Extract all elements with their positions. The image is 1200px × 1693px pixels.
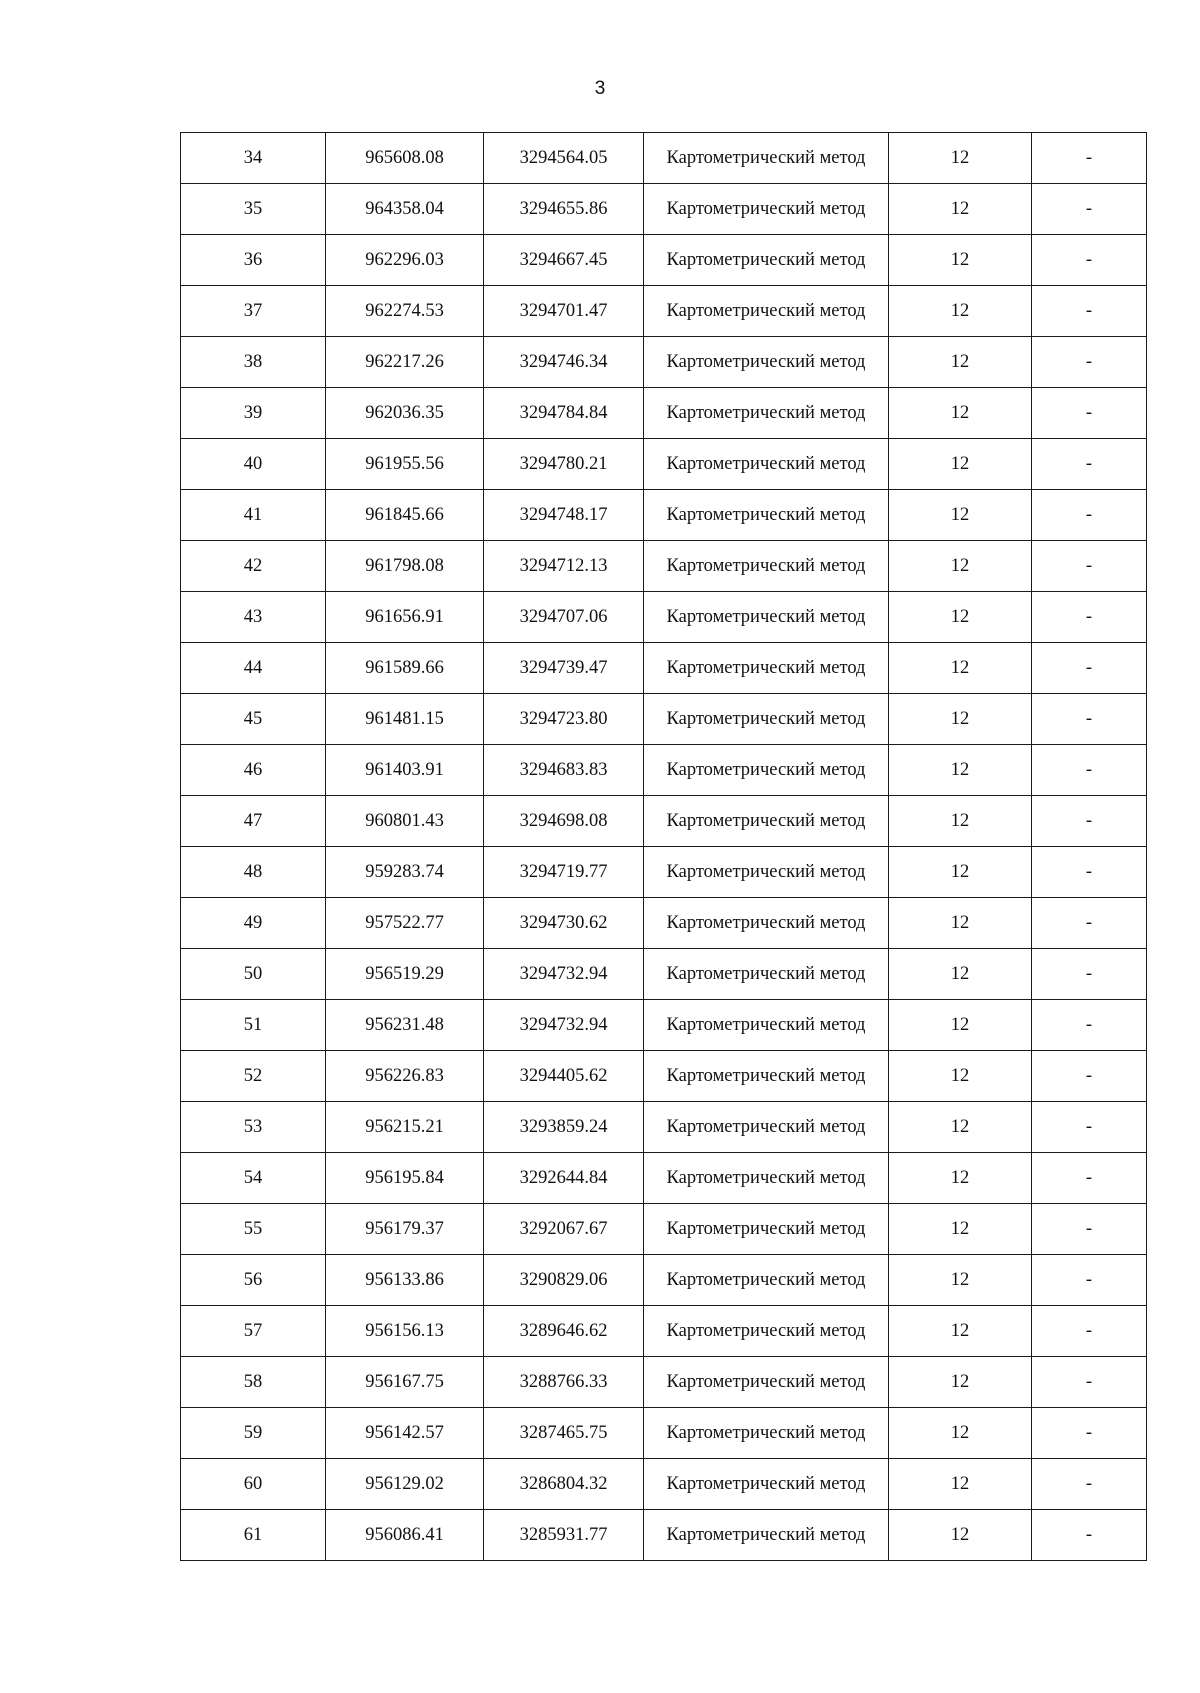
description-cell: - xyxy=(1032,1459,1147,1510)
table-row xyxy=(181,1102,1147,1153)
method-cell: Картометрический метод xyxy=(644,541,889,592)
method-cell: Картометрический метод xyxy=(644,184,889,235)
table-row xyxy=(181,286,1147,337)
table-row xyxy=(181,592,1147,643)
description-cell: - xyxy=(1032,694,1147,745)
table-row xyxy=(181,1510,1147,1561)
description-cell: - xyxy=(1032,643,1147,694)
point-number-cell: 56 xyxy=(181,1255,326,1306)
point-number-cell: 42 xyxy=(181,541,326,592)
description-cell: - xyxy=(1032,847,1147,898)
accuracy-cell: 12 xyxy=(889,490,1032,541)
point-number-cell: 46 xyxy=(181,745,326,796)
method-cell: Картометрический метод xyxy=(644,592,889,643)
point-number-cell: 60 xyxy=(181,1459,326,1510)
x-coordinate-cell: 956519.29 xyxy=(326,949,484,1000)
table-row xyxy=(181,847,1147,898)
accuracy-cell: 12 xyxy=(889,286,1032,337)
x-coordinate-cell: 956142.57 xyxy=(326,1408,484,1459)
accuracy-cell: 12 xyxy=(889,184,1032,235)
method-cell: Картометрический метод xyxy=(644,1408,889,1459)
coordinates-table-body xyxy=(181,133,1147,1561)
description-cell: - xyxy=(1032,1204,1147,1255)
x-coordinate-cell: 961656.91 xyxy=(326,592,484,643)
y-coordinate-cell: 3294667.45 xyxy=(484,235,644,286)
method-cell: Картометрический метод xyxy=(644,643,889,694)
method-cell: Картометрический метод xyxy=(644,439,889,490)
table-row xyxy=(181,1051,1147,1102)
point-number-cell: 35 xyxy=(181,184,326,235)
y-coordinate-cell: 3288766.33 xyxy=(484,1357,644,1408)
description-cell: - xyxy=(1032,1408,1147,1459)
description-cell: - xyxy=(1032,235,1147,286)
y-coordinate-cell: 3294683.83 xyxy=(484,745,644,796)
description-cell: - xyxy=(1032,184,1147,235)
y-coordinate-cell: 3294719.77 xyxy=(484,847,644,898)
description-cell: - xyxy=(1032,1102,1147,1153)
table-row xyxy=(181,490,1147,541)
x-coordinate-cell: 956133.86 xyxy=(326,1255,484,1306)
description-cell: - xyxy=(1032,337,1147,388)
table-row xyxy=(181,1153,1147,1204)
accuracy-cell: 12 xyxy=(889,1051,1032,1102)
y-coordinate-cell: 3289646.62 xyxy=(484,1306,644,1357)
y-coordinate-cell: 3290829.06 xyxy=(484,1255,644,1306)
description-cell: - xyxy=(1032,490,1147,541)
y-coordinate-cell: 3294748.17 xyxy=(484,490,644,541)
table-row xyxy=(181,1357,1147,1408)
x-coordinate-cell: 956226.83 xyxy=(326,1051,484,1102)
method-cell: Картометрический метод xyxy=(644,490,889,541)
method-cell: Картометрический метод xyxy=(644,1510,889,1561)
accuracy-cell: 12 xyxy=(889,592,1032,643)
accuracy-cell: 12 xyxy=(889,1000,1032,1051)
accuracy-cell: 12 xyxy=(889,949,1032,1000)
accuracy-cell: 12 xyxy=(889,1204,1032,1255)
y-coordinate-cell: 3294784.84 xyxy=(484,388,644,439)
x-coordinate-cell: 962296.03 xyxy=(326,235,484,286)
x-coordinate-cell: 956231.48 xyxy=(326,1000,484,1051)
point-number-cell: 52 xyxy=(181,1051,326,1102)
table-row xyxy=(181,235,1147,286)
y-coordinate-cell: 3294701.47 xyxy=(484,286,644,337)
method-cell: Картометрический метод xyxy=(644,1051,889,1102)
accuracy-cell: 12 xyxy=(889,796,1032,847)
y-coordinate-cell: 3286804.32 xyxy=(484,1459,644,1510)
x-coordinate-cell: 965608.08 xyxy=(326,133,484,184)
x-coordinate-cell: 959283.74 xyxy=(326,847,484,898)
point-number-cell: 37 xyxy=(181,286,326,337)
method-cell: Картометрический метод xyxy=(644,796,889,847)
x-coordinate-cell: 964358.04 xyxy=(326,184,484,235)
description-cell: - xyxy=(1032,796,1147,847)
description-cell: - xyxy=(1032,1255,1147,1306)
accuracy-cell: 12 xyxy=(889,898,1032,949)
y-coordinate-cell: 3294707.06 xyxy=(484,592,644,643)
accuracy-cell: 12 xyxy=(889,1459,1032,1510)
description-cell: - xyxy=(1032,439,1147,490)
table-row xyxy=(181,1255,1147,1306)
method-cell: Картометрический метод xyxy=(644,898,889,949)
method-cell: Картометрический метод xyxy=(644,1306,889,1357)
description-cell: - xyxy=(1032,541,1147,592)
method-cell: Картометрический метод xyxy=(644,133,889,184)
x-coordinate-cell: 962274.53 xyxy=(326,286,484,337)
accuracy-cell: 12 xyxy=(889,847,1032,898)
method-cell: Картометрический метод xyxy=(644,1000,889,1051)
method-cell: Картометрический метод xyxy=(644,949,889,1000)
y-coordinate-cell: 3294780.21 xyxy=(484,439,644,490)
accuracy-cell: 12 xyxy=(889,745,1032,796)
x-coordinate-cell: 962036.35 xyxy=(326,388,484,439)
accuracy-cell: 12 xyxy=(889,439,1032,490)
y-coordinate-cell: 3287465.75 xyxy=(484,1408,644,1459)
description-cell: - xyxy=(1032,592,1147,643)
x-coordinate-cell: 961798.08 xyxy=(326,541,484,592)
point-number-cell: 40 xyxy=(181,439,326,490)
method-cell: Картометрический метод xyxy=(644,337,889,388)
x-coordinate-cell: 956195.84 xyxy=(326,1153,484,1204)
table-row xyxy=(181,1204,1147,1255)
point-number-cell: 51 xyxy=(181,1000,326,1051)
description-cell: - xyxy=(1032,949,1147,1000)
table-row xyxy=(181,1000,1147,1051)
point-number-cell: 59 xyxy=(181,1408,326,1459)
table-row xyxy=(181,643,1147,694)
method-cell: Картометрический метод xyxy=(644,388,889,439)
accuracy-cell: 12 xyxy=(889,1153,1032,1204)
y-coordinate-cell: 3294746.34 xyxy=(484,337,644,388)
table-row xyxy=(181,133,1147,184)
coordinates-table xyxy=(180,132,1147,1561)
x-coordinate-cell: 961481.15 xyxy=(326,694,484,745)
table-row xyxy=(181,694,1147,745)
point-number-cell: 41 xyxy=(181,490,326,541)
method-cell: Картометрический метод xyxy=(644,1459,889,1510)
point-number-cell: 50 xyxy=(181,949,326,1000)
y-coordinate-cell: 3285931.77 xyxy=(484,1510,644,1561)
method-cell: Картометрический метод xyxy=(644,1153,889,1204)
point-number-cell: 55 xyxy=(181,1204,326,1255)
description-cell: - xyxy=(1032,1051,1147,1102)
accuracy-cell: 12 xyxy=(889,1357,1032,1408)
point-number-cell: 48 xyxy=(181,847,326,898)
y-coordinate-cell: 3292067.67 xyxy=(484,1204,644,1255)
y-coordinate-cell: 3294655.86 xyxy=(484,184,644,235)
y-coordinate-cell: 3294732.94 xyxy=(484,1000,644,1051)
accuracy-cell: 12 xyxy=(889,337,1032,388)
x-coordinate-cell: 961845.66 xyxy=(326,490,484,541)
point-number-cell: 43 xyxy=(181,592,326,643)
point-number-cell: 57 xyxy=(181,1306,326,1357)
accuracy-cell: 12 xyxy=(889,1408,1032,1459)
method-cell: Картометрический метод xyxy=(644,694,889,745)
point-number-cell: 39 xyxy=(181,388,326,439)
description-cell: - xyxy=(1032,745,1147,796)
accuracy-cell: 12 xyxy=(889,1306,1032,1357)
y-coordinate-cell: 3294712.13 xyxy=(484,541,644,592)
method-cell: Картометрический метод xyxy=(644,1204,889,1255)
table-row xyxy=(181,1306,1147,1357)
method-cell: Картометрический метод xyxy=(644,847,889,898)
y-coordinate-cell: 3294564.05 xyxy=(484,133,644,184)
point-number-cell: 49 xyxy=(181,898,326,949)
table-row xyxy=(181,949,1147,1000)
accuracy-cell: 12 xyxy=(889,643,1032,694)
description-cell: - xyxy=(1032,1000,1147,1051)
table-row xyxy=(181,745,1147,796)
point-number-cell: 44 xyxy=(181,643,326,694)
x-coordinate-cell: 956086.41 xyxy=(326,1510,484,1561)
accuracy-cell: 12 xyxy=(889,235,1032,286)
accuracy-cell: 12 xyxy=(889,694,1032,745)
table-row xyxy=(181,184,1147,235)
description-cell: - xyxy=(1032,1357,1147,1408)
page-number: 3 xyxy=(594,78,606,99)
x-coordinate-cell: 956156.13 xyxy=(326,1306,484,1357)
description-cell: - xyxy=(1032,133,1147,184)
description-cell: - xyxy=(1032,388,1147,439)
x-coordinate-cell: 960801.43 xyxy=(326,796,484,847)
y-coordinate-cell: 3294732.94 xyxy=(484,949,644,1000)
x-coordinate-cell: 956129.02 xyxy=(326,1459,484,1510)
description-cell: - xyxy=(1032,1153,1147,1204)
table-row xyxy=(181,388,1147,439)
accuracy-cell: 12 xyxy=(889,541,1032,592)
accuracy-cell: 12 xyxy=(889,1510,1032,1561)
method-cell: Картометрический метод xyxy=(644,1255,889,1306)
y-coordinate-cell: 3294723.80 xyxy=(484,694,644,745)
y-coordinate-cell: 3294730.62 xyxy=(484,898,644,949)
x-coordinate-cell: 961403.91 xyxy=(326,745,484,796)
accuracy-cell: 12 xyxy=(889,133,1032,184)
point-number-cell: 38 xyxy=(181,337,326,388)
x-coordinate-cell: 956167.75 xyxy=(326,1357,484,1408)
point-number-cell: 34 xyxy=(181,133,326,184)
method-cell: Картометрический метод xyxy=(644,1102,889,1153)
table-row xyxy=(181,1459,1147,1510)
accuracy-cell: 12 xyxy=(889,388,1032,439)
table-row xyxy=(181,439,1147,490)
x-coordinate-cell: 962217.26 xyxy=(326,337,484,388)
description-cell: - xyxy=(1032,286,1147,337)
point-number-cell: 61 xyxy=(181,1510,326,1561)
description-cell: - xyxy=(1032,898,1147,949)
method-cell: Картометрический метод xyxy=(644,235,889,286)
description-cell: - xyxy=(1032,1306,1147,1357)
y-coordinate-cell: 3293859.24 xyxy=(484,1102,644,1153)
point-number-cell: 54 xyxy=(181,1153,326,1204)
point-number-cell: 53 xyxy=(181,1102,326,1153)
x-coordinate-cell: 961955.56 xyxy=(326,439,484,490)
table-row xyxy=(181,541,1147,592)
accuracy-cell: 12 xyxy=(889,1255,1032,1306)
y-coordinate-cell: 3292644.84 xyxy=(484,1153,644,1204)
method-cell: Картометрический метод xyxy=(644,1357,889,1408)
point-number-cell: 58 xyxy=(181,1357,326,1408)
point-number-cell: 36 xyxy=(181,235,326,286)
x-coordinate-cell: 956215.21 xyxy=(326,1102,484,1153)
description-cell: - xyxy=(1032,1510,1147,1561)
x-coordinate-cell: 956179.37 xyxy=(326,1204,484,1255)
method-cell: Картометрический метод xyxy=(644,745,889,796)
table-row xyxy=(181,337,1147,388)
x-coordinate-cell: 961589.66 xyxy=(326,643,484,694)
x-coordinate-cell: 957522.77 xyxy=(326,898,484,949)
table-row xyxy=(181,796,1147,847)
point-number-cell: 45 xyxy=(181,694,326,745)
y-coordinate-cell: 3294698.08 xyxy=(484,796,644,847)
accuracy-cell: 12 xyxy=(889,1102,1032,1153)
y-coordinate-cell: 3294405.62 xyxy=(484,1051,644,1102)
y-coordinate-cell: 3294739.47 xyxy=(484,643,644,694)
method-cell: Картометрический метод xyxy=(644,286,889,337)
table-row xyxy=(181,1408,1147,1459)
table-row xyxy=(181,898,1147,949)
point-number-cell: 47 xyxy=(181,796,326,847)
